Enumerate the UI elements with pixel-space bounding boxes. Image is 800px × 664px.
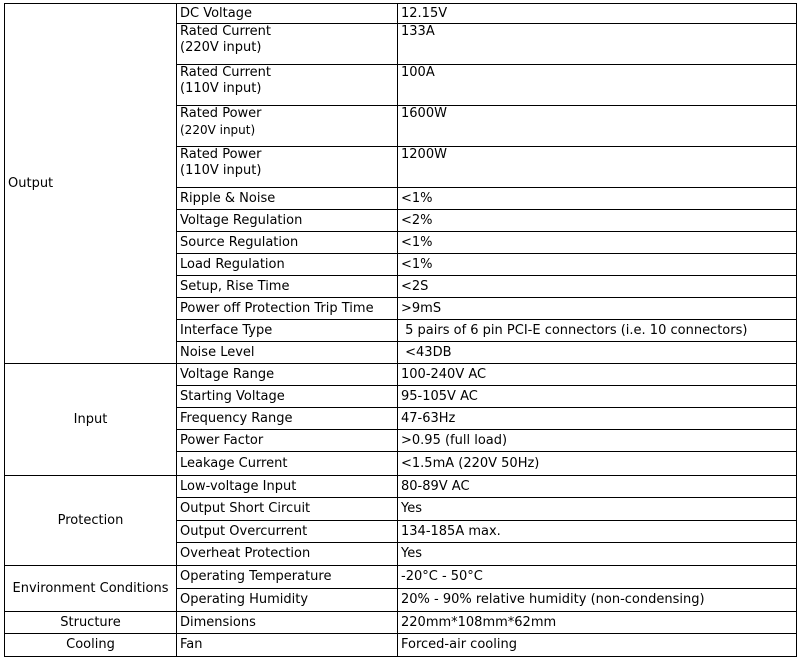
table-row — [5, 566, 797, 589]
parameter-cell — [177, 298, 398, 320]
table-row — [5, 612, 797, 634]
category-cell: Protection — [5, 476, 177, 566]
parameter-cell — [177, 232, 398, 254]
parameter-label: (220V input) — [180, 40, 262, 55]
value-cell: 5 pairs of 6 pin PCI-E connectors (i.e. 10 connectors) — [398, 320, 797, 342]
value-cell: 47-63Hz — [398, 408, 797, 430]
table-row — [5, 4, 797, 24]
parameter-label: Dimensions — [180, 614, 256, 630]
parameter-cell — [177, 4, 398, 24]
parameter-cell — [177, 320, 398, 342]
value-cell: >0.95 (full load) — [398, 430, 797, 452]
value-cell: 12.15V — [398, 4, 797, 24]
parameter-label: Ripple & Noise — [180, 190, 276, 206]
value-cell: Yes — [398, 498, 797, 521]
parameter-label: Output Overcurrent — [180, 523, 308, 539]
value-cell: 20% - 90% relative humidity (non-condensing) — [398, 589, 797, 612]
value-cell: 133A — [398, 24, 797, 65]
category-cell: Output — [5, 4, 177, 364]
value-cell: 100-240V AC — [398, 364, 797, 386]
parameter-label: Leakage Current — [180, 455, 288, 471]
parameter-label: Operating Humidity — [180, 592, 309, 607]
parameter-cell — [177, 612, 398, 634]
parameter-label: Operating Temperature — [180, 569, 332, 584]
parameter-cell — [177, 452, 398, 476]
parameter-label: Rated Power — [180, 106, 262, 121]
parameter-cell — [177, 210, 398, 232]
value-cell: 1200W — [398, 147, 797, 188]
parameter-cell — [177, 386, 398, 408]
table-row — [5, 634, 797, 657]
table-row — [5, 364, 797, 386]
parameter-label: Noise Level — [180, 344, 255, 360]
parameter-label: Starting Voltage — [180, 388, 285, 404]
parameter-cell — [177, 589, 398, 612]
parameter-cell — [177, 65, 398, 106]
parameter-label: Rated Current — [180, 65, 272, 80]
value-cell: >9mS — [398, 298, 797, 320]
table-row — [5, 476, 797, 498]
parameter-label: (220V input) — [180, 123, 256, 137]
value-cell: <2S — [398, 276, 797, 298]
parameter-cell — [177, 498, 398, 521]
parameter-label: Rated Power — [180, 147, 262, 162]
parameter-cell — [177, 276, 398, 298]
parameter-cell — [177, 521, 398, 543]
category-cell: Environment Conditions — [5, 566, 177, 612]
category-cell: Cooling — [5, 634, 177, 657]
value-cell: <1% — [398, 232, 797, 254]
parameter-cell — [177, 634, 398, 657]
parameter-label: Setup, Rise Time — [180, 278, 290, 294]
parameter-label: Load Regulation — [180, 256, 285, 272]
parameter-cell — [177, 106, 398, 147]
parameter-label: Output Short Circuit — [180, 501, 311, 516]
parameter-label: Interface Type — [180, 322, 273, 338]
parameter-label: Fan — [180, 637, 203, 652]
parameter-label: (110V input) — [180, 163, 262, 178]
value-cell: 100A — [398, 65, 797, 106]
parameter-cell — [177, 566, 398, 589]
parameter-label: Source Regulation — [180, 234, 299, 250]
parameter-label: (110V input) — [180, 81, 262, 96]
parameter-label: Frequency Range — [180, 410, 293, 426]
parameter-cell — [177, 147, 398, 188]
value-cell: <1% — [398, 188, 797, 210]
value-cell: 80-89V AC — [398, 476, 797, 498]
parameter-label: Rated Current — [180, 24, 272, 39]
parameter-cell — [177, 430, 398, 452]
parameter-label: DC Voltage — [180, 5, 252, 21]
spec-table-body — [5, 4, 797, 657]
category-cell: Structure — [5, 612, 177, 634]
value-cell: 220mm*108mm*62mm — [398, 612, 797, 634]
value-cell: 134-185A max. — [398, 521, 797, 543]
value-cell: <43DB — [398, 342, 797, 364]
parameter-cell — [177, 342, 398, 364]
value-cell: <2% — [398, 210, 797, 232]
parameter-cell — [177, 543, 398, 566]
parameter-label: Voltage Regulation — [180, 212, 303, 228]
parameter-cell — [177, 364, 398, 386]
parameter-label: Overheat Protection — [180, 546, 311, 561]
parameter-cell — [177, 408, 398, 430]
parameter-label: Power Factor — [180, 432, 264, 448]
parameter-label: Voltage Range — [180, 366, 275, 382]
category-cell: Input — [5, 364, 177, 476]
value-cell: <1% — [398, 254, 797, 276]
parameter-cell — [177, 24, 398, 65]
value-cell: <1.5mA (220V 50Hz) — [398, 452, 797, 476]
value-cell: Yes — [398, 543, 797, 566]
value-cell: 1600W — [398, 106, 797, 147]
parameter-label: Low-voltage Input — [180, 478, 297, 494]
spec-table — [4, 3, 797, 657]
parameter-label: Power off Protection Trip Time — [180, 300, 374, 316]
value-cell: -20°C - 50°C — [398, 566, 797, 589]
value-cell: Forced-air cooling — [398, 634, 797, 657]
value-cell: 95-105V AC — [398, 386, 797, 408]
parameter-cell — [177, 188, 398, 210]
parameter-cell — [177, 254, 398, 276]
parameter-cell — [177, 476, 398, 498]
